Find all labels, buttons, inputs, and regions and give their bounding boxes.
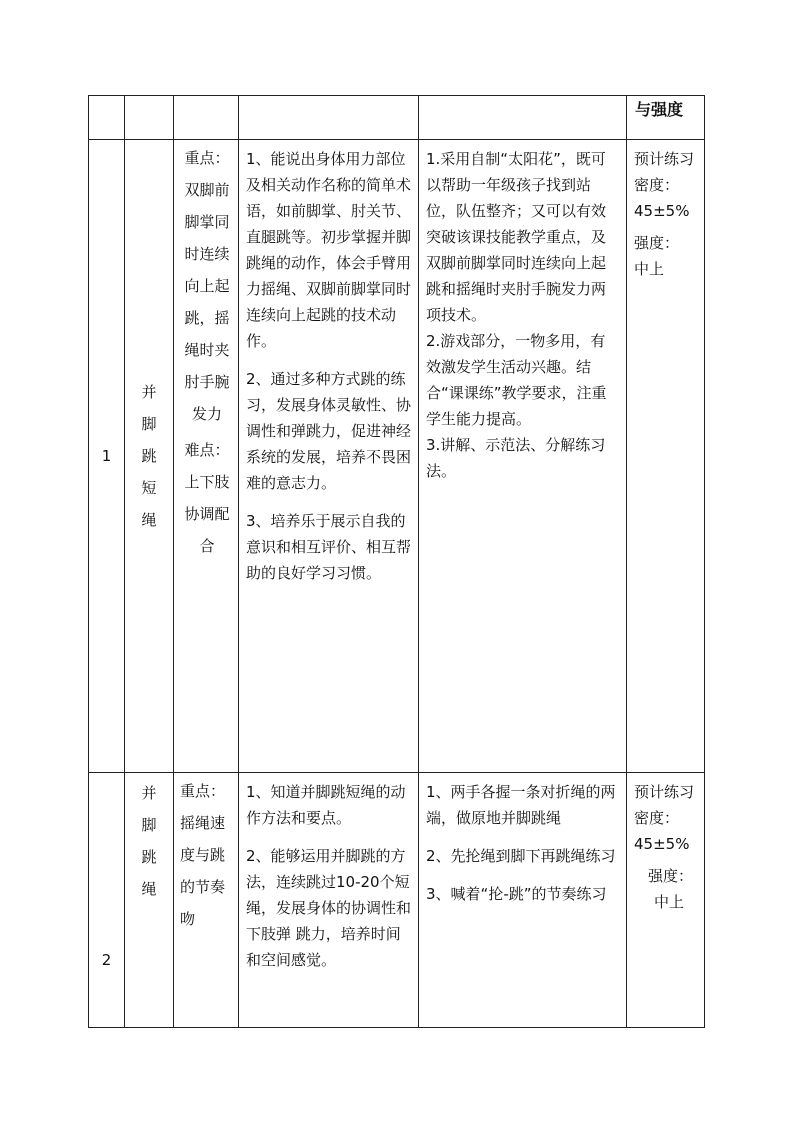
header-objectives-cell bbox=[239, 96, 419, 140]
row-methods-cell bbox=[419, 140, 627, 773]
header-intensity-label: 与强度 bbox=[635, 100, 684, 119]
table-row bbox=[89, 140, 705, 773]
intensity-value: 中上 bbox=[654, 893, 685, 911]
row-objectives-cell bbox=[239, 773, 419, 1028]
method-item: 2.游戏部分，一物多用，有效激发学生活动兴趣。结合“课课练”教学要求，注重学生能力提高。 bbox=[426, 332, 607, 428]
intensity-label: 强度： bbox=[634, 234, 680, 252]
row-content-cell bbox=[125, 773, 174, 1028]
density-label: 预计练习密度： bbox=[634, 783, 695, 827]
header-focus-cell bbox=[174, 96, 239, 140]
density-label: 预计练习密度： bbox=[634, 150, 695, 194]
difficulty-label: 难点： bbox=[184, 441, 230, 459]
row-number: 1 bbox=[101, 447, 112, 465]
row-number-cell bbox=[89, 773, 125, 1028]
density-value: 45±5% bbox=[634, 202, 690, 220]
intensity-label: 强度： bbox=[648, 867, 694, 885]
key-point-text: 双脚前脚掌同时连续向上起跳，摇绳时夹肘手腕发力 bbox=[184, 181, 230, 423]
objective-item: 2、通过多种方式跳的练习，发展身体灵敏性、协调性和弹跳力，促进神经系统的发展，培养不畏困难的意志力。 bbox=[246, 370, 412, 492]
row-content: 并脚跳短绳 bbox=[141, 383, 157, 529]
method-item: 1.采用自制“太阳花”，既可以帮助一年级孩子找到站位，队伍整齐；又可以有效突破该课技能教学重点，及双脚前脚掌同时连续向上起跳和摇绳时夹肘手腕发力两项技术。 bbox=[426, 150, 607, 324]
row-density-cell bbox=[627, 140, 705, 773]
objective-item: 1、能说出身体用力部位及相关动作名称的简单术语，如前脚掌、肘关节、直腿跳等。初步掌握并脚跳绳的动作，体会手臂用力摇绳、双脚前脚掌同时连续向上起跳的技术动作。 bbox=[246, 150, 412, 350]
row-number: 2 bbox=[101, 951, 112, 969]
header-number-cell bbox=[89, 96, 125, 140]
difficulty-text: 上下肢协调配合 bbox=[184, 473, 230, 555]
methods-block bbox=[419, 773, 626, 923]
row-density-cell bbox=[627, 773, 705, 1028]
intensity-value: 中上 bbox=[634, 260, 665, 278]
density-block bbox=[627, 773, 704, 919]
method-item: 3、喊着“抡-跳”的节奏练习 bbox=[426, 885, 607, 903]
method-item: 2、先抡绳到脚下再跳绳练习 bbox=[426, 847, 616, 865]
table-row bbox=[89, 773, 705, 1028]
density-value: 45±5% bbox=[634, 835, 690, 853]
methods-block bbox=[419, 140, 626, 488]
lesson-plan-table bbox=[88, 95, 705, 1028]
focus-block bbox=[174, 773, 238, 935]
objective-item: 1、知道并脚跳短绳的动作方法和要点。 bbox=[246, 783, 406, 827]
density-block bbox=[627, 140, 704, 286]
row-methods-cell bbox=[419, 773, 627, 1028]
row-content: 并脚跳绳 bbox=[141, 784, 157, 898]
key-point-text: 摇绳速度与跳的节奏吻 bbox=[180, 814, 226, 928]
row-focus-cell bbox=[174, 773, 239, 1028]
header-row bbox=[89, 96, 705, 140]
header-intensity-cell bbox=[627, 96, 705, 140]
key-point-label: 重点： bbox=[184, 149, 230, 167]
row-focus-cell bbox=[174, 140, 239, 773]
key-point-label: 重点： bbox=[180, 782, 226, 800]
objective-item: 2、能够运用并脚跳的方法，连续跳过10-20个短绳，发展身体的协调性和下肢弹 跳力，培养时间和空间感觉。 bbox=[246, 847, 412, 969]
method-item: 1、两手各握一条对折绳的两端，做原地并脚跳绳 bbox=[426, 783, 616, 827]
focus-block bbox=[174, 140, 238, 562]
header-methods-cell bbox=[419, 96, 627, 140]
method-item: 3.讲解、示范法、分解练习法。 bbox=[426, 436, 606, 480]
row-number-cell bbox=[89, 140, 125, 773]
row-objectives-cell bbox=[239, 140, 419, 773]
header-content-cell bbox=[125, 96, 174, 140]
objective-item: 3、培养乐于展示自我的意识和相互评价、相互帮助的良好学习习惯。 bbox=[246, 512, 412, 582]
objectives-block bbox=[239, 140, 418, 602]
row-content-cell bbox=[125, 140, 174, 773]
objectives-block bbox=[239, 773, 418, 989]
